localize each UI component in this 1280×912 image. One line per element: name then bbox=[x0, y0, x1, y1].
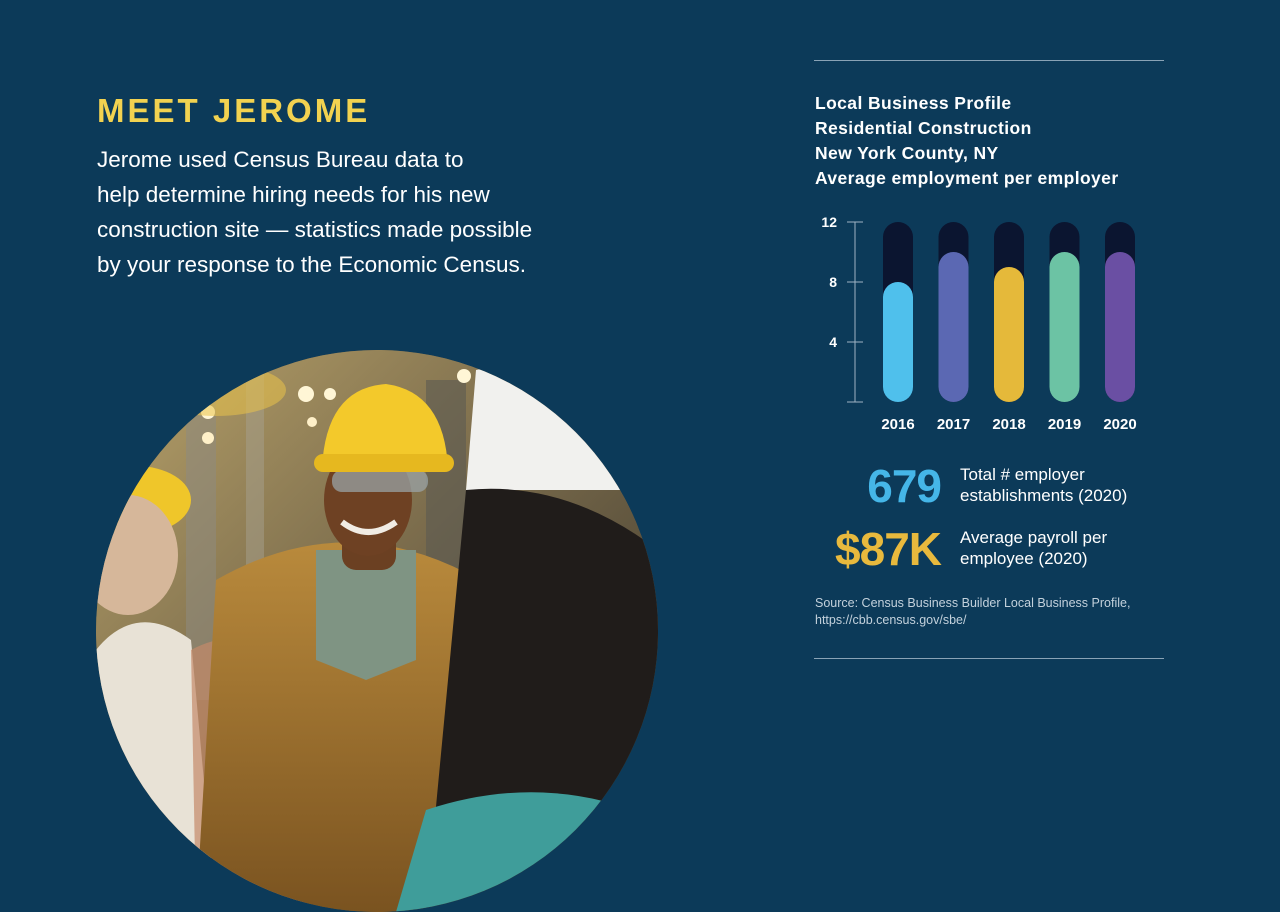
x-tick-label: 2019 bbox=[1047, 416, 1082, 433]
story-line: construction site — statistics made possible bbox=[97, 217, 533, 242]
profile-heading bbox=[815, 91, 1119, 191]
profile-line: New York County, NY bbox=[815, 143, 999, 163]
top-divider bbox=[814, 60, 1164, 61]
source-line: Source: Census Business Builder Local Business Profile, bbox=[815, 596, 1131, 610]
x-tick-label: 2018 bbox=[992, 416, 1026, 433]
stat-payroll bbox=[805, 521, 1175, 581]
stat-payroll-label: Average payroll per employee (2020) bbox=[960, 528, 1108, 568]
profile-line: Residential Construction bbox=[815, 118, 1032, 138]
bar-2020 bbox=[1105, 252, 1135, 402]
employment-bar-chart bbox=[810, 208, 1150, 440]
story-text bbox=[97, 142, 657, 282]
bar-2017 bbox=[939, 252, 969, 402]
story-line: Jerome used Census Bureau data to bbox=[97, 147, 464, 172]
stat-establishments bbox=[805, 458, 1175, 518]
bar-2018 bbox=[994, 267, 1024, 402]
profile-line: Average employment per employer bbox=[815, 168, 1119, 188]
story-line: help determine hiring needs for his new bbox=[97, 182, 490, 207]
source-note bbox=[815, 595, 1165, 629]
bottom-divider bbox=[814, 658, 1164, 659]
y-tick-label: 12 bbox=[821, 214, 837, 230]
stat-payroll-value: $87K bbox=[835, 523, 941, 575]
bar-2019 bbox=[1050, 252, 1080, 402]
stat-establishments-label: Total # employer establishments (2020) bbox=[960, 465, 1128, 505]
story-line: by your response to the Economic Census. bbox=[97, 252, 526, 277]
headline: MEET JEROME bbox=[97, 92, 371, 129]
x-tick-label: 2020 bbox=[1103, 416, 1137, 433]
stat-establishments-value: 679 bbox=[867, 460, 941, 512]
worker-photo-illustration bbox=[96, 350, 658, 912]
bar-2016 bbox=[883, 282, 913, 402]
source-url: https://cbb.census.gov/sbe/ bbox=[815, 613, 967, 627]
x-tick-label: 2017 bbox=[936, 416, 971, 433]
worker-photo bbox=[96, 350, 658, 912]
y-tick-label: 4 bbox=[829, 334, 837, 350]
profile-line: Local Business Profile bbox=[815, 93, 1012, 113]
x-tick-label: 2016 bbox=[881, 416, 915, 433]
y-tick-label: 8 bbox=[829, 274, 837, 290]
